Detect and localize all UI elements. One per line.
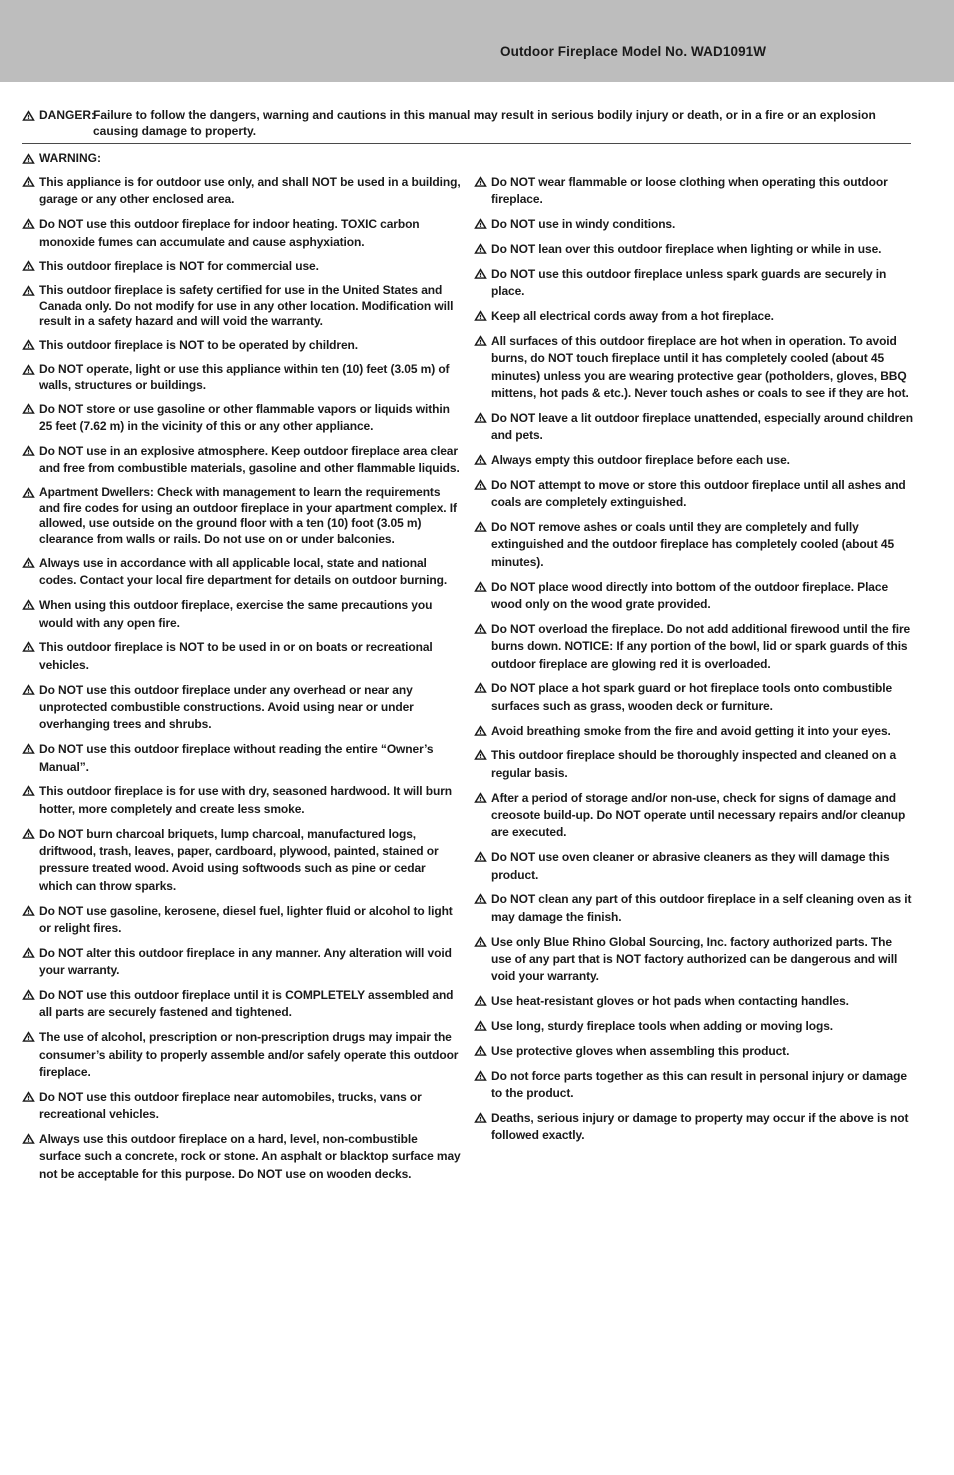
warning-triangle-icon [474,936,487,947]
warning-item-text: Do NOT place a hot spark guard or hot fireplace tools onto combustible surfaces such as grass, wooden deck or furniture. [491,681,893,713]
warning-item [474,410,914,445]
warning-triangle-icon [22,1091,35,1102]
warning-triangle-icon [474,623,487,634]
warning-item-text: This outdoor fireplace is safety certified for use in the United States and Canada only. Do not modify for use in any other location. Modification will result in a safety hazard and will void the warranty. [39,283,454,329]
warning-item-text: This outdoor fireplace is NOT to be operated by children. [39,338,359,353]
warning-triangle-icon [22,218,35,229]
warning-item-text: Keep all electrical cords away from a hot fireplace. [491,309,774,323]
warning-item-text: Always use this outdoor fireplace on a hard, level, non-combustible surface such a concrete, rock or stone. An asphalt or blacktop surface may not be acceptable for this purpose. Do NOT use on wooden decks. [39,1131,461,1181]
warning-triangle-icon [474,479,487,490]
warning-triangle-icon [22,684,35,695]
warning-item-text: Do NOT use this outdoor fireplace under any overhead or near any unprotected combustible constructions. Avoid using near or under overhanging trees and shrubs. [39,682,414,732]
warning-triangle-icon [22,1031,35,1042]
warning-item [22,783,462,818]
warning-triangle-icon [474,268,487,279]
divider [22,143,911,144]
warning-item-text: This outdoor fireplace is for use with dry, seasoned hardwood. It will burn hotter, more completely and create less smoke. [39,784,452,816]
warning-item [22,597,462,632]
warning-item-text: Do NOT remove ashes or coals until they are completely and fully extinguished and the outdoor fireplace has completely cooled (about 45 minutes). [491,520,895,569]
warning-item [474,1018,914,1035]
warning-item [474,241,914,258]
warning-item [22,401,462,436]
warning-item-text: Do NOT store or use gasoline or other flammable vapors or liquids within 25 feet (7.62 m) in the vicinity of this or any other appliance. [39,401,450,434]
warning-triangle-icon [474,792,487,803]
warning-item-text: Do NOT use in an explosive atmosphere. Keep outdoor fireplace area clear and free from combustible materials, gasoline and other flammable liquids. [39,443,460,476]
warning-item [22,443,462,478]
warning-triangle-icon [22,487,35,498]
warning-item-text: Always empty this outdoor fireplace before each use. [491,453,790,468]
warning-triangle-icon [474,995,487,1006]
warning-triangle-icon [474,1070,487,1081]
warning-triangle-icon [22,599,35,610]
warning-triangle-icon [22,176,35,187]
warning-item-text: Do NOT use this outdoor fireplace unless spark guards are securely in place. [491,266,887,299]
warning-item-text: The use of alcohol, prescription or non-prescription drugs may impair the consumer’s ability to properly assemble and/or safely operate this outdoor fireplace. [39,1030,459,1079]
warning-item [474,934,914,986]
warning-triangle-icon [474,725,487,736]
warning-item [22,903,462,938]
warning-triangle-icon [474,749,487,760]
warning-item [22,174,462,209]
danger-notice [22,108,910,139]
warning-item-text: Do NOT attempt to move or store this outdoor fireplace until all ashes and coals are completely extinguished. [491,477,906,510]
warning-triangle-icon [474,1045,487,1056]
warning-item [22,741,462,776]
warning-item [22,216,462,251]
warning-item-text: When using this outdoor fireplace, exercise the same precautions you would with any open fire. [39,598,433,630]
warning-item [474,891,914,926]
warning-item [474,993,914,1010]
warning-triangle-icon [474,176,487,187]
warning-item [22,826,462,896]
warning-triangle-icon [22,403,35,414]
warning-item-text: Do NOT burn charcoal briquets, lump charcoal, manufactured logs, driftwood, trash, leaves, paper, cardboard, plywood, painted, stained or pressure treated wood. Avoid using softwoods such as pine or cedar which can throw sparks. [39,826,439,893]
warning-item [474,333,914,403]
warning-triangle-icon [474,218,487,229]
warning-item-text: Do NOT leave a lit outdoor fireplace unattended, especially around children and pets. [491,410,913,443]
warning-triangle-icon [22,285,35,296]
warning-item [474,680,914,715]
warning-item [474,519,914,571]
warning-item [22,485,462,547]
warning-item-text: Do NOT use oven cleaner or abrasive cleaners as they will damage this product. [491,850,890,882]
warning-item [22,362,462,393]
left-warning-column [22,174,462,1191]
warning-item-text: Do NOT use this outdoor fireplace near automobiles, trucks, vans or recreational vehicles. [39,1089,422,1122]
warning-triangle-icon [474,412,487,423]
warning-item-text: Do NOT lean over this outdoor fireplace when lighting or while in use. [491,242,882,256]
warning-triangle-icon [22,110,35,121]
page-title: Outdoor Fireplace Model No. WAD1091W [500,44,767,59]
warning-triangle-icon [22,557,35,568]
warning-item-text: Do NOT clean any part of this outdoor fireplace in a self cleaning oven as it may damage the finish. [491,892,912,924]
warning-item [22,945,462,980]
warning-triangle-icon [474,454,487,465]
warning-item-text: Always use in accordance with all applicable local, state and national codes. Contact your local fire department for details on outdoor burning. [39,555,448,588]
warning-item [22,639,462,674]
warning-triangle-icon [22,905,35,916]
warning-item-text: Use only Blue Rhino Global Sourcing, Inc. factory authorized parts. The use of any part that is NOT factory authorized can be dangerous and will void your warranty. [491,934,898,984]
warning-triangle-icon [474,335,487,346]
warning-item [474,723,914,740]
warning-item-text: Do NOT use this outdoor fireplace for indoor heating. TOXIC carbon monoxide fumes can accumulate and cause asphyxiation. [39,217,420,249]
warning-triangle-icon [474,893,487,904]
warning-item-text: This outdoor fireplace is NOT to be used in or on boats or recreational vehicles. [39,640,433,672]
warning-item-text: Do NOT wear flammable or loose clothing when operating this outdoor fireplace. [491,175,888,207]
warning-label: WARNING: [39,151,101,165]
danger-text: Failure to follow the dangers, warning and cautions in this manual may result in serious bodily injury or death, or in a fire or an explosion causing damage to property. [93,108,876,138]
warning-item [474,216,914,233]
warning-item [22,258,462,275]
warning-item-text: Do NOT place wood directly into bottom of the outdoor fireplace. Place wood only on the wood grate provided. [491,579,889,612]
warning-triangle-icon [22,641,35,652]
warning-item [474,1068,914,1103]
warning-item [474,579,914,614]
warning-triangle-icon [22,785,35,796]
warning-triangle-icon [474,521,487,532]
warning-item-text: Do NOT operate, light or use this appliance within ten (10) feet (3.05 m) of walls, structures or buildings. [39,362,450,392]
warning-triangle-icon [22,445,35,456]
warning-item-text: Apartment Dwellers: Check with management to learn the requirements and fire codes for using an outdoor fireplace in your apartment complex. If allowed, use outside on the ground floor with a ten (10) foot (3.05 m) clearance from walls or rails. Do not use on or under balconies. [39,485,457,546]
warning-item-text: Do not force parts together as this can result in personal injury or damage to the product. [491,1068,907,1101]
warning-triangle-icon [22,1133,35,1144]
warning-item [22,555,462,590]
warning-item [22,1131,462,1183]
warning-triangle-icon [22,743,35,754]
warning-triangle-icon [22,339,35,350]
warning-item [474,1043,914,1060]
warning-item-text: Use heat-resistant gloves or hot pads when contacting handles. [491,994,849,1009]
warning-item [474,477,914,512]
warning-item-text: Do NOT use gasoline, kerosene, diesel fuel, lighter fluid or alcohol to light or relight fires. [39,903,453,935]
warning-item [22,337,462,354]
warning-item-text: This outdoor fireplace is NOT for commercial use. [39,259,319,274]
warning-item [22,682,462,734]
warning-item-text: Avoid breathing smoke from the fire and avoid getting it into your eyes. [491,723,891,738]
warning-item-text: All surfaces of this outdoor fireplace are hot when in operation. To avoid burns, do NOT touch fireplace until it has completely cooled (about 45 minutes) unless you are wearing protective gear (potholders, gloves, BBQ mittens, hot pads & etc.). Never touch ashes or coals to see if they are hot. [491,333,909,401]
warning-triangle-icon [22,153,35,164]
warning-item-text: This appliance is for outdoor use only, and shall NOT be used in a building, garage or any other enclosed area. [39,175,461,207]
warning-triangle-icon [22,828,35,839]
warning-triangle-icon [474,682,487,693]
warning-item [22,1089,462,1124]
warning-item-text: Do NOT use this outdoor fireplace without reading the entire “Owner’s Manual”. [39,742,434,774]
header-band [0,0,954,82]
warning-triangle-icon [474,581,487,592]
warning-item-text: Use protective gloves when assembling this product. [491,1043,790,1058]
warning-item-text: Use long, sturdy fireplace tools when adding or moving logs. [491,1019,834,1034]
danger-label: DANGER: [39,108,95,122]
warning-triangle-icon [474,243,487,254]
warning-item-text: Do NOT use in windy conditions. [491,217,676,232]
warning-triangle-icon [22,989,35,1000]
warning-item [474,1110,914,1145]
warning-item-text: After a period of storage and/or non-use, check for signs of damage and creosote build-up. Do NOT operate until necessary repairs and/or cleanup are executed. [491,790,906,840]
warning-item-text: Do NOT use this outdoor fireplace until it is COMPLETELY assembled and all parts are securely fastened and tightened. [39,987,454,1020]
warning-item [474,621,914,673]
warning-item [22,987,462,1022]
warning-item-text: Do NOT overload the fireplace. Do not add additional firewood until the fire burns down. NOTICE: If any portion of the bowl, lid or spark guards of this outdoor fireplace are glowing red it is overloaded. [491,621,911,671]
warning-item [474,174,914,209]
right-warning-column [474,174,914,1152]
warning-triangle-icon [22,947,35,958]
warning-heading [22,151,101,166]
warning-item-text: Deaths, serious injury or damage to property may occur if the above is not followed exactly. [491,1110,909,1143]
warning-triangle-icon [22,260,35,271]
warning-item-text: Do NOT alter this outdoor fireplace in any manner. Any alteration will void your warranty. [39,945,452,978]
warning-item [474,849,914,884]
warning-item [474,308,914,325]
warning-item [22,1029,462,1081]
warning-triangle-icon [474,1020,487,1031]
warning-item [474,747,914,782]
warning-item [474,790,914,842]
warning-item [474,266,914,301]
warning-triangle-icon [474,1112,487,1123]
warning-item [474,452,914,469]
warning-triangle-icon [474,851,487,862]
warning-triangle-icon [474,310,487,321]
warning-triangle-icon [22,364,35,375]
warning-item [22,283,462,330]
warning-item-text: This outdoor fireplace should be thoroughly inspected and cleaned on a regular basis. [491,748,897,780]
